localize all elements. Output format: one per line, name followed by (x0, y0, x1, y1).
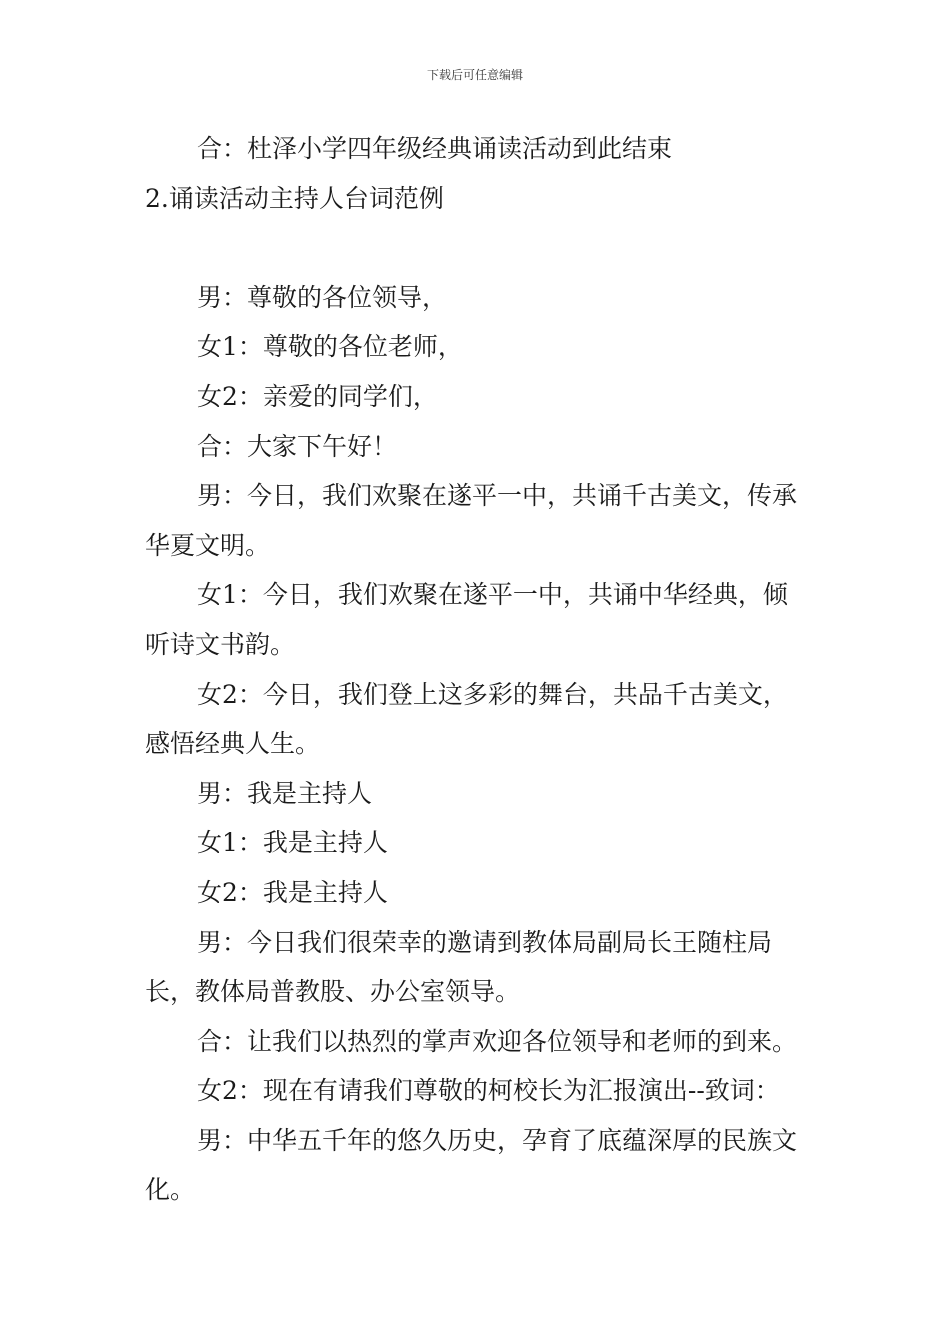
paragraph: 男：中华五千年的悠久历史，孕育了底蕴深厚的民族文化。 (145, 1125, 798, 1205)
section-heading: 2.诵读活动主持人台词范例 (145, 183, 444, 213)
paragraph: 女2：我是主持人 (197, 877, 388, 907)
paragraph: 女2：亲爱的同学们， (197, 381, 438, 411)
paragraph: 女2：今日，我们登上这多彩的舞台，共品千古美文，感悟经典人生。 (145, 679, 788, 759)
paragraph: 女1：尊敬的各位老师， (197, 332, 463, 362)
paragraph: 男：今日我们很荣幸的邀请到教体局副局长王随柱局长，教体局普教股、办公室领导。 (145, 927, 773, 1007)
document-body (145, 124, 807, 1215)
paragraph: 男：我是主持人 (197, 778, 373, 808)
page-header: 下载后可任意编辑 (426, 68, 523, 82)
paragraph: 男：今日，我们欢聚在遂平一中，共诵千古美文，传承华夏文明。 (145, 481, 798, 560)
paragraph: 女1：今日，我们欢聚在遂平一中，共诵中华经典，倾听诗文书韵。 (145, 580, 788, 659)
paragraph: 合：大家下午好！ (197, 431, 398, 461)
blank-line (145, 223, 807, 273)
paragraph: 女1：我是主持人 (197, 828, 388, 858)
paragraph: 合：让我们以热烈的掌声欢迎各位领导和老师的到来。 (197, 1026, 798, 1056)
paragraph: 女2：现在有请我们尊敬的柯校长为汇报演出--致词： (197, 1076, 780, 1106)
paragraph: 合：杜泽小学四年级经典诵读活动到此结束 (197, 134, 673, 163)
paragraph: 男：尊敬的各位领导， (197, 282, 448, 312)
